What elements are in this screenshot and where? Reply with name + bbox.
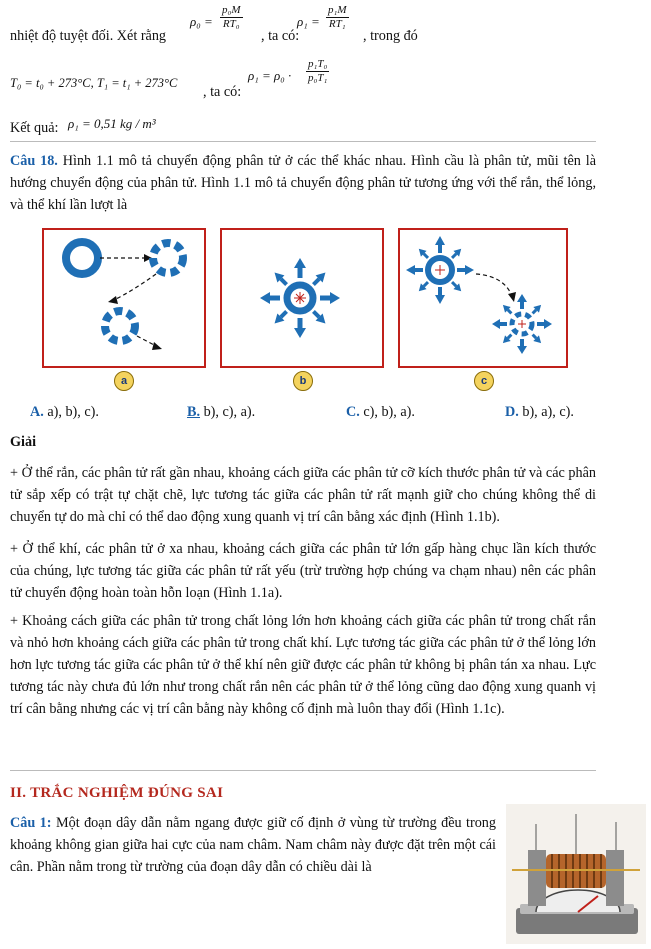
figure-a-diagram [44,230,204,366]
balance-magnet-illustration [506,804,646,944]
option-a-text: a), b), c). [47,404,99,420]
intro-line-1 [10,0,610,46]
solution-heading: Giải [10,434,37,450]
section-2-question-1 [10,812,496,878]
rho0-fraction [220,4,243,31]
question-18 [10,150,596,216]
ta-co-1: , ta có: [261,28,300,44]
question-18-label: Câu 18. [10,153,58,169]
molecule-dashed-ring-1 [153,243,183,273]
option-d-text: b), a), c). [522,404,574,420]
solution-para-3: + Khoảng cách giữa các phân tử trong chất lỏng lớn hơn khoảng cách giữa các phân tử trong chất rắn và nhỏ hơn khoảng cách giữa các phân tử trong chất khí. Lực tương tác giữa các phân tử ở thể lỏng lớn hơn lực tương tác giữa các phân tử ở thể khí nên giữ được các phân tử không bị phân tán xa nhau. Lực tương tác này chưa đủ lớn như trong chất rắn nên các phân tử ở thể lỏng cũng dao động xung quanh vị trí cân bằng nhưng các vị trí cân bằng này không cố định mà luôn thay đổi (Hình 1.1c). [10,613,596,717]
result-line [10,116,610,138]
trong-do: , trong đó [363,28,418,44]
figure-b-diagram [222,230,382,366]
figure-c-label: c [474,371,494,391]
ta-co-2: , ta có: [203,84,242,100]
solution-para-2: + Ở thể khí, các phân tử ở xa nhau, khoảng cách giữa các phân tử lớn gấp hàng chục lần kích thước của chúng, lực tương tác giữa các phân tử rất yếu (trừ trường hợp chúng va chạm nhau) nên các phân tử chuyển động hoàn toàn hỗn loạn (Hình 1.1a). [10,541,596,601]
rho1-fraction [326,4,349,31]
option-d[interactable] [505,404,574,421]
option-b-letter: B. [187,404,201,420]
intro-text: nhiệt độ tuyệt đối. Xét rằng [10,28,167,44]
section-2-q1-label: Câu 1: [10,815,52,831]
figure-b [220,228,384,368]
figure-c [398,228,568,368]
option-a[interactable] [30,404,99,421]
molecule-dashed-ring-2 [105,311,135,341]
figure-b-label: b [293,371,313,391]
option-c-text: c), b), a). [363,404,415,420]
divider-top [10,141,596,142]
rho1-denominator: RT₁ [328,18,346,30]
rho1-eq-fraction [306,58,329,85]
intro-line-2 [10,56,610,100]
question-18-text: Hình 1.1 mô tả chuyển động phân tử ở các thể khác nhau. Hình cầu là phân tử, mũi tên là hướng chuyển động của phân tử. Hình 1.1 mô tả chuyển động phân tử tương ứng với thể rắn, thể lỏng, và thể khí lần lượt là [10,153,596,213]
result-value: ρ₁ = 0,51 kg / m³ [68,116,156,131]
option-b-text: b), c), a). [203,404,256,420]
option-d-letter: D. [505,404,519,420]
solution-para-1: + Ở thể rắn, các phân tử rất gần nhau, khoảng cách giữa các phân tử cỡ kích thước phân tử và các phân tử sắp xếp có trật tự chặt chẽ, lực tương tác giữa các phân tử rất mạnh giữ cho chúng không thể di chuyển tự do mà chỉ có thể dao động xung quanh vị trí cân bằng xác định (Hình 1.1b). [10,465,596,525]
rho1-lhs: ρ₁ = [297,14,320,29]
option-c[interactable] [346,404,415,421]
result-label: Kết quả: [10,120,59,136]
rho0-numerator: p₀M [222,4,241,16]
rho1-eq-lhs: ρ₁ = ρ₀ · [248,68,292,83]
divider-section [10,770,596,771]
figure-a-label: a [114,371,134,391]
rho1-eq-numerator: p₁T₀ [308,58,328,70]
rho0-lhs: ρ₀ = [190,14,213,29]
rho1-eq-denominator: p₀T₁ [308,72,328,84]
option-b[interactable] [187,404,255,421]
molecule-solid-ring [66,242,98,274]
section-2-title: II. TRẮC NGHIỆM ĐÚNG SAI [10,785,224,801]
temperature-formula: T₀ = t₀ + 273°C, T₁ = t₁ + 273°C [10,76,178,90]
option-c-letter: C. [346,404,360,420]
section-2-q1-text: Một đoạn dây dẫn nằm ngang được giữ cố định ở vùng từ trường đều trong khoảng không gian giữa hai cực của nam châm. Nam châm này được đặt trên một cái cân. Phần nằm trong từ trường của đoạn dây dẫn có chiều dài là [10,815,496,875]
figure-a [42,228,206,368]
balance-magnet-drawing [506,804,646,944]
rho1-numerator: p₁M [328,4,347,16]
rho0-denominator: RT₀ [222,18,240,30]
figure-c-diagram [400,230,566,366]
option-a-letter: A. [30,404,44,420]
